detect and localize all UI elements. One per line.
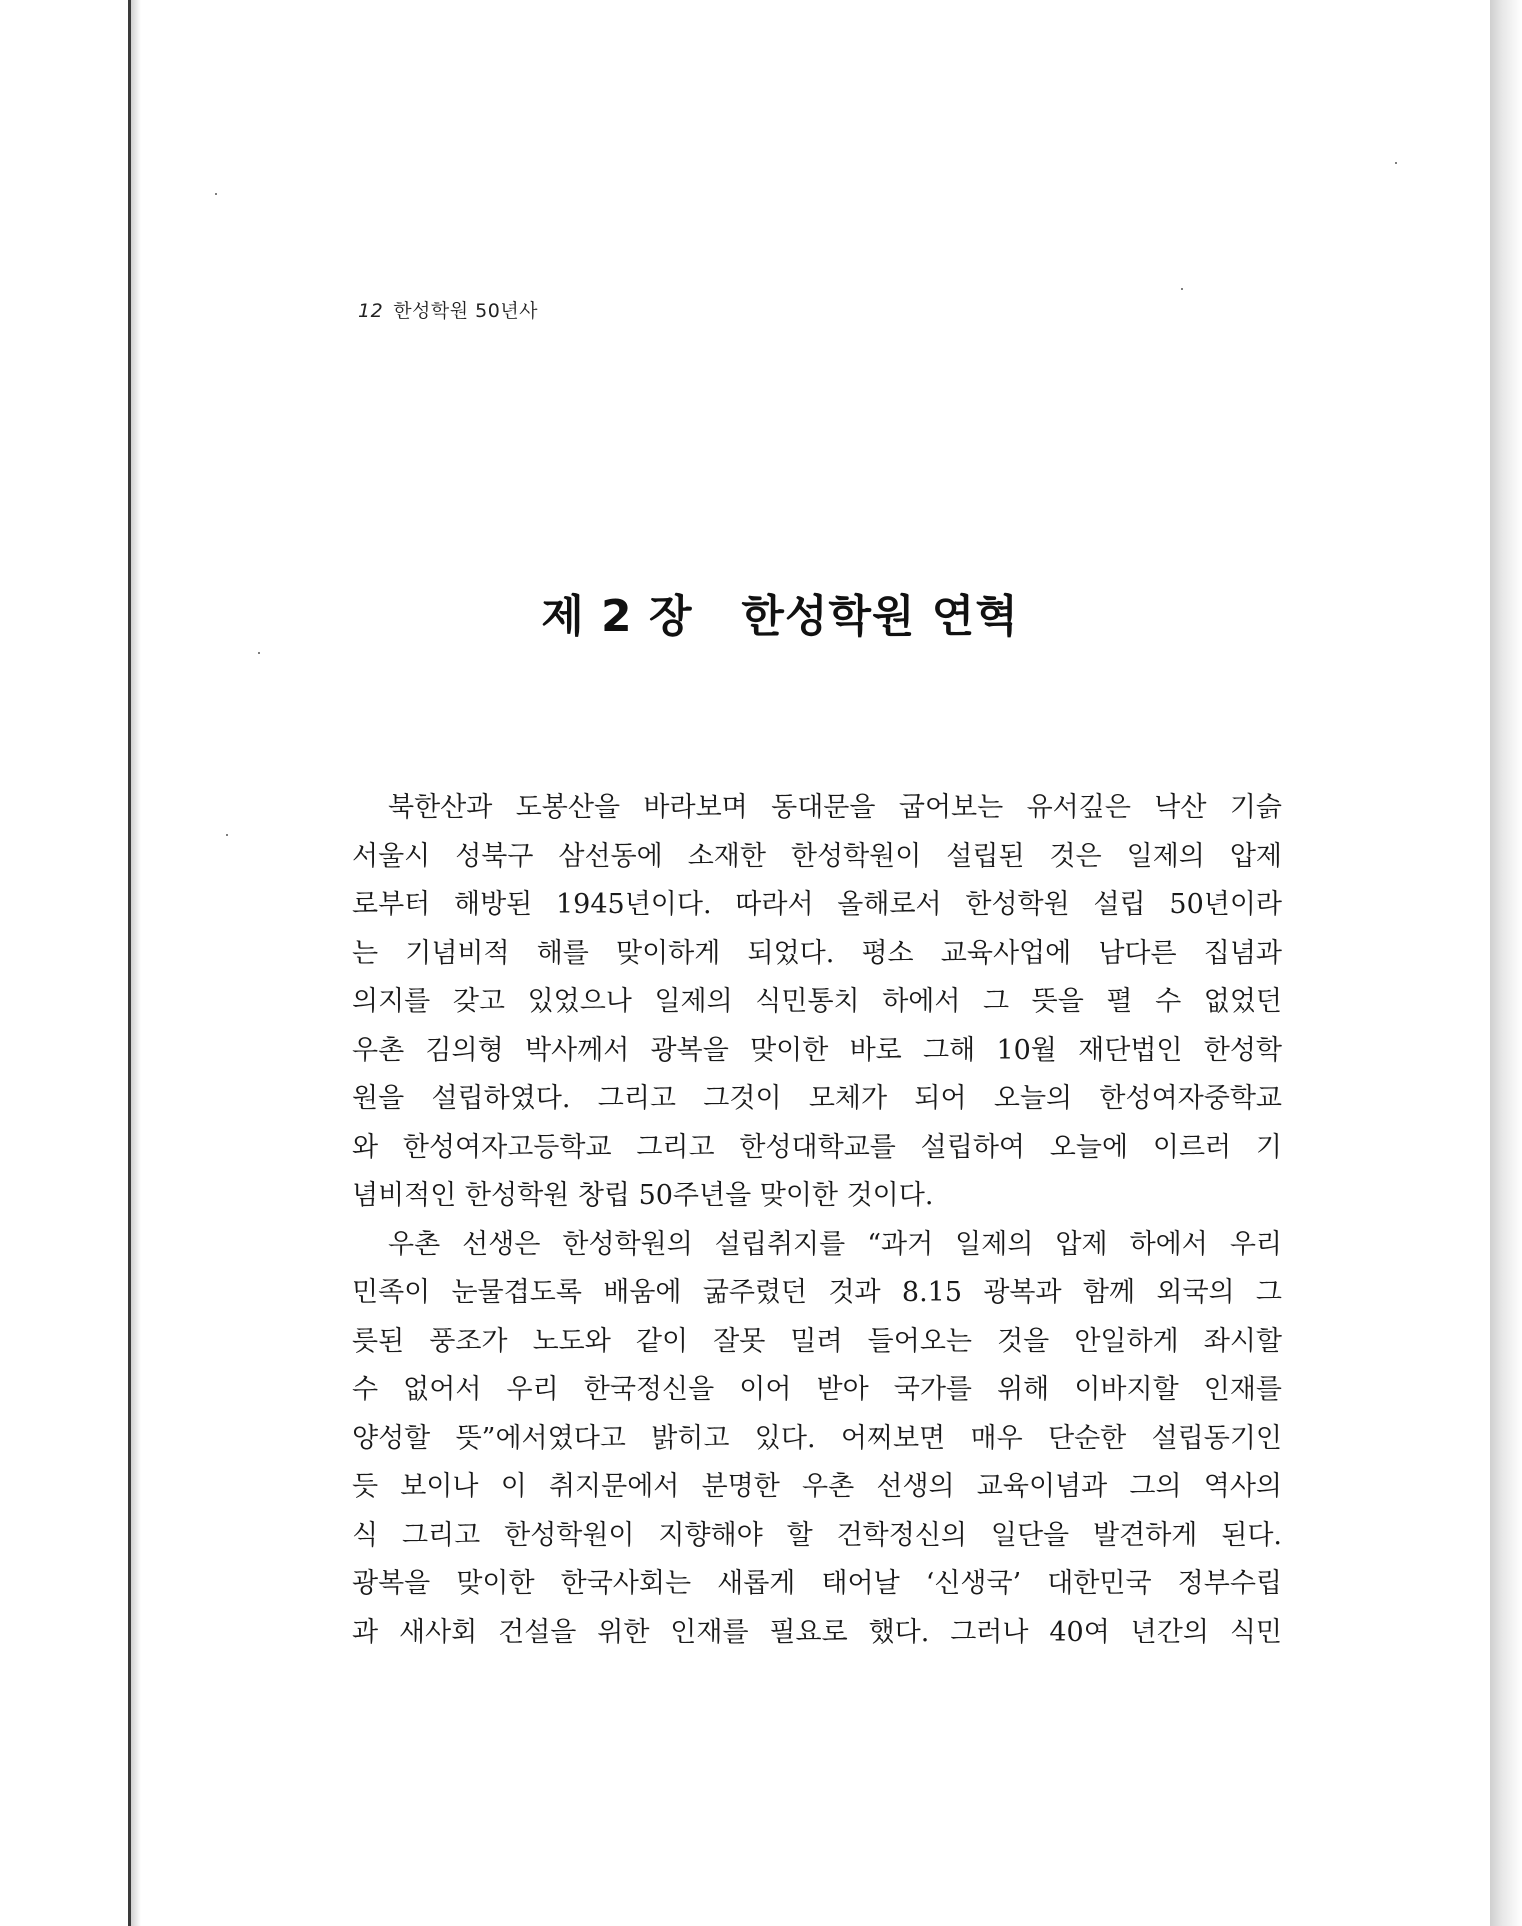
scan-speck [215, 193, 217, 195]
text-line: 는 기념비적 해를 맞이하게 되었다. 평소 교육사업에 남다른 집념과 [352, 937, 1282, 969]
text-line: 원을 설립하였다. 그리고 그것이 모체가 되어 오늘의 한성여자중학교 [352, 1083, 1282, 1114]
text-line: 우촌 김의형 박사께서 광복을 맞이한 바로 그해 10월 재단법인 한성학 [352, 1034, 1282, 1066]
text-line: 로부터 해방된 1945년이다. 따라서 올해로서 한성학원 설립 50년이라 [352, 889, 1282, 920]
scan-speck [1181, 288, 1183, 290]
text-line: 서울시 성북구 삼선동에 소재한 한성학원이 설립된 것은 일제의 압제 [352, 840, 1282, 872]
text-line: 우촌 선생은 한성학원의 설립취지를 “과거 일제의 압제 하에서 우리 [388, 1228, 1282, 1260]
chapter-title: 제 2 장 한성학원 연혁 [541, 591, 1019, 642]
scan-speck [258, 652, 260, 654]
text-line: 의지를 갖고 있었으나 일제의 식민통치 하에서 그 뜻을 펼 수 없었던 [352, 986, 1282, 1017]
text-line: 식 그리고 한성학원이 지향해야 할 건학정신의 일단을 발견하게 된다. [352, 1519, 1282, 1551]
text-line: 듯 보이나 이 취지문에서 분명한 우촌 선생의 교육이념과 그의 역사의 [352, 1471, 1282, 1502]
text-line: 수 없어서 우리 한국정신을 이어 받아 국가를 위해 이바지할 인재를 [352, 1374, 1282, 1405]
page-edge-shadow [1490, 0, 1522, 1926]
book-title: 한성학원 50년사 [393, 300, 539, 322]
text-line: 광복을 맞이한 한국사회는 새롭게 태어날 ‘신생국’ 대한민국 정부수립 [352, 1568, 1282, 1599]
scan-speck [1395, 162, 1397, 164]
scan-margin [0, 0, 128, 1926]
text-line: 릇된 풍조가 노도와 같이 잘못 밀려 들어오는 것을 안일하게 좌시할 [352, 1325, 1282, 1357]
page-number: 12 [358, 300, 384, 322]
text-line: 과 새사회 건설을 위한 인재를 필요로 했다. 그러나 40여 년간의 식민 [352, 1616, 1282, 1648]
running-header [358, 296, 538, 323]
text-line: 념비적인 한성학원 창립 50주년을 맞이한 것이다. [352, 1180, 934, 1211]
text-line: 민족이 눈물겹도록 배움에 굶주렸던 것과 8.15 광복과 함께 외국의 그 [352, 1277, 1282, 1308]
body-text [352, 784, 1282, 1657]
scan-speck [226, 834, 228, 836]
text-line: 북한산과 도봉산을 바라보며 동대문을 굽어보는 유서깊은 낙산 기슭 [388, 792, 1282, 823]
text-line: 양성할 뜻”에서였다고 밝히고 있다. 어찌보면 매우 단순한 설립동기인 [352, 1422, 1282, 1454]
text-line: 와 한성여자고등학교 그리고 한성대학교를 설립하여 오늘에 이르러 기 [352, 1131, 1282, 1163]
